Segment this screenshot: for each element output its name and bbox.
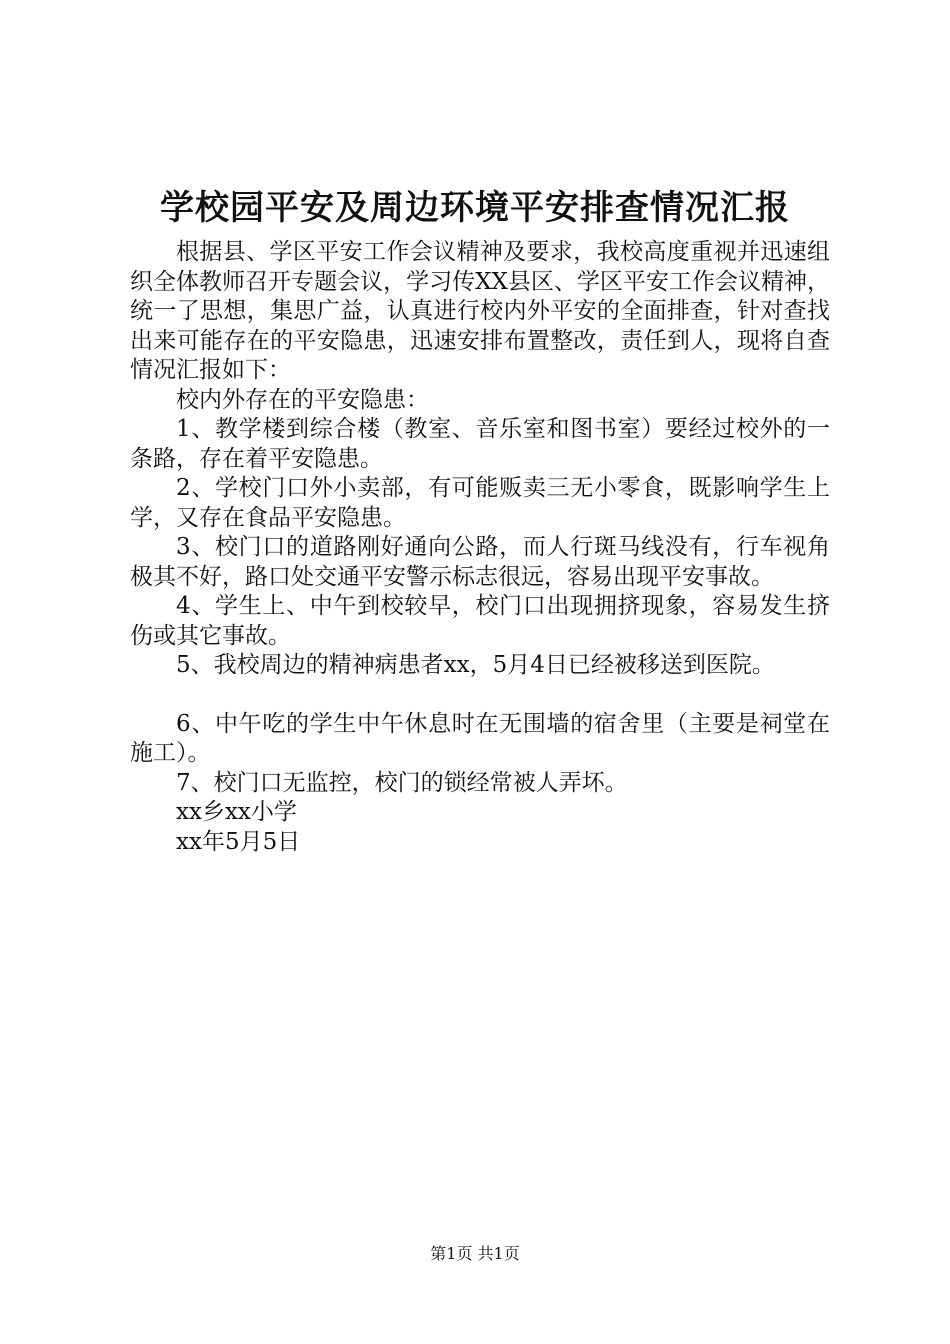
hazard-item-7: 7、校门口无监控，校门的锁经常被人弄坏。: [176, 769, 628, 796]
hazards-heading: 校内外存在的平安隐患：: [176, 386, 429, 413]
signature-date: xx年5月5日: [176, 828, 301, 855]
blank-line: [130, 681, 830, 710]
hazard-item-6: 6、中午吃的学生中午休息时在无围墙的宿舍里（主要是祠堂在施工）。: [130, 710, 830, 766]
document-body: [130, 238, 830, 857]
intro-paragraph: 根据县、学区平安工作会议精神及要求，我校高度重视并迅速组织全体教师召开专题会议，学习传XX县区、学区平安工作会议精神，统一了思想，集思广益，认真进行校内外平安的全面排查，针对查找出来可能存在的平安隐患，迅速安排布置整改，责任到人，现将自查情况汇报如下：: [130, 239, 830, 383]
page-number-footer: 第1页 共1页: [430, 1244, 520, 1263]
signature-school: xx乡xx小学: [176, 799, 297, 825]
hazard-item-4: 4、学生上、中午到校较早，校门口出现拥挤现象，容易发生挤伤或其它事故。: [130, 593, 830, 649]
hazard-item-3: 3、校门口的道路刚好通向公路，而人行斑马线没有，行车视角极其不好，路口处交通平安警示标志很远，容易出现平安事故。: [130, 534, 830, 590]
hazard-item-1: 1、教学楼到综合楼（教室、音乐室和图书室）要经过校外的一条路，存在着平安隐患。: [130, 416, 830, 472]
hazard-item-2: 2、学校门口外小卖部，有可能贩卖三无小零食，既影响学生上学，又存在食品平安隐患。: [130, 475, 830, 531]
hazard-item-5: 5、我校周边的精神病患者xx，5月4日已经被移送到医院。: [176, 652, 775, 678]
document-title: 学校园平安及周边环境平安排查情况汇报: [160, 188, 790, 228]
